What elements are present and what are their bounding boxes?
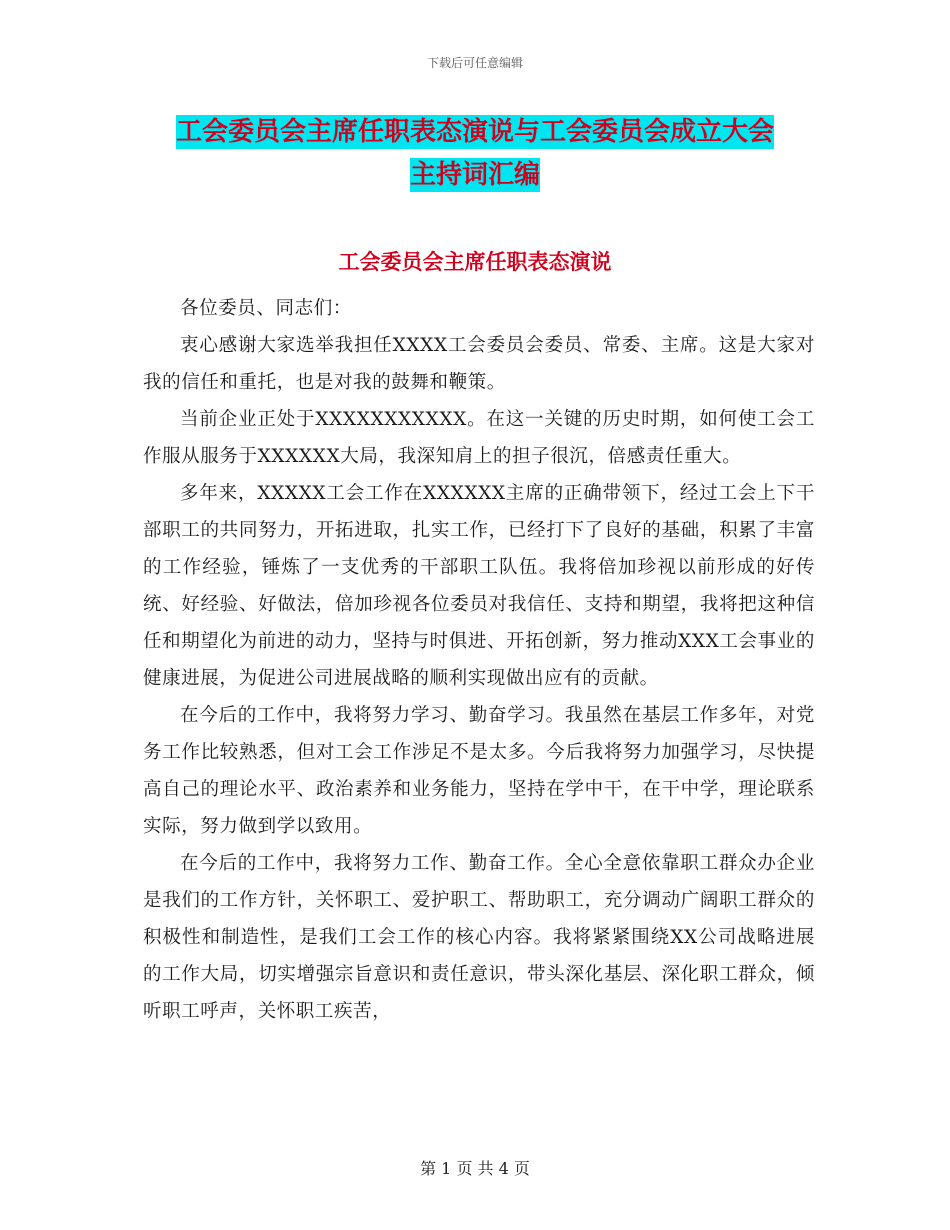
paragraph: 在今后的工作中，我将努力工作、勤奋工作。全心全意依靠职工群众办企业是我们的工作方针，关怀职工、爱护职工、帮助职工，充分调动广阔职工群众的积极性和制造性，是我们工会工作的核心内容。我将紧紧围绕XX公司战略进展的工作大局，切实增强宗旨意识和责任意识，带头深化基层、深化职工群众，倾听职工呼声，关怀职工疾苦， <box>143 853 815 1022</box>
paragraph: 当前企业正处于XXXXXXXXXXX。在这一关键的历史时期，如何使工会工作服从服务于XXXXXX大局，我深知肩上的担子很沉，倍感责任重大。 <box>143 409 815 467</box>
header-note: 下载后可任意编辑 <box>426 56 523 70</box>
section-title: 工会委员会主席任职表态演说 <box>338 249 612 274</box>
paragraph: 在今后的工作中，我将努力学习、勤奋学习。我虽然在基层工作多年，对党务工作比较熟悉，但对工会工作涉足不是太多。今后我将努力加强学习，尽快提高自己的理论水平、政治素养和业务能力，坚持在学中干，在干中学，理论联系实际，努力做到学以致用。 <box>143 705 815 837</box>
document-title-line-2 <box>0 153 950 197</box>
page-footer: 第 1 页 共 4 页 <box>420 1159 530 1178</box>
document-body <box>143 290 815 1030</box>
document-title-text-2: 主持词汇编 <box>409 160 540 190</box>
paragraph: 多年来，XXXXX工会工作在XXXXXX主席的正确带领下，经过工会上下干部职工的共同努力，开拓进取，扎实工作，已经打下了良好的基础，积累了丰富的工作经验，锤炼了一支优秀的干部职工队伍。我将倍加珍视以前形成的好传统、好经验、好做法，倍加珍视各位委员对我信任、支持和期望，我将把这种信任和期望化为前进的动力，坚持与时俱进、开拓创新，努力推动XXX工会事业的健康进展，为促进公司进展战略的顺利实现做出应有的贡献。 <box>143 483 815 689</box>
document-title-line-1 <box>0 110 950 154</box>
salutation: 各位委员、同志们： <box>180 298 352 319</box>
document-title-text-1: 工会委员会主席任职表态演说与工会委员会成立大会 <box>175 117 774 147</box>
paragraph: 衷心感谢大家选举我担任XXXX工会委员会委员、常委、主席。这是大家对我的信任和重托，也是对我的鼓舞和鞭策。 <box>143 335 815 393</box>
